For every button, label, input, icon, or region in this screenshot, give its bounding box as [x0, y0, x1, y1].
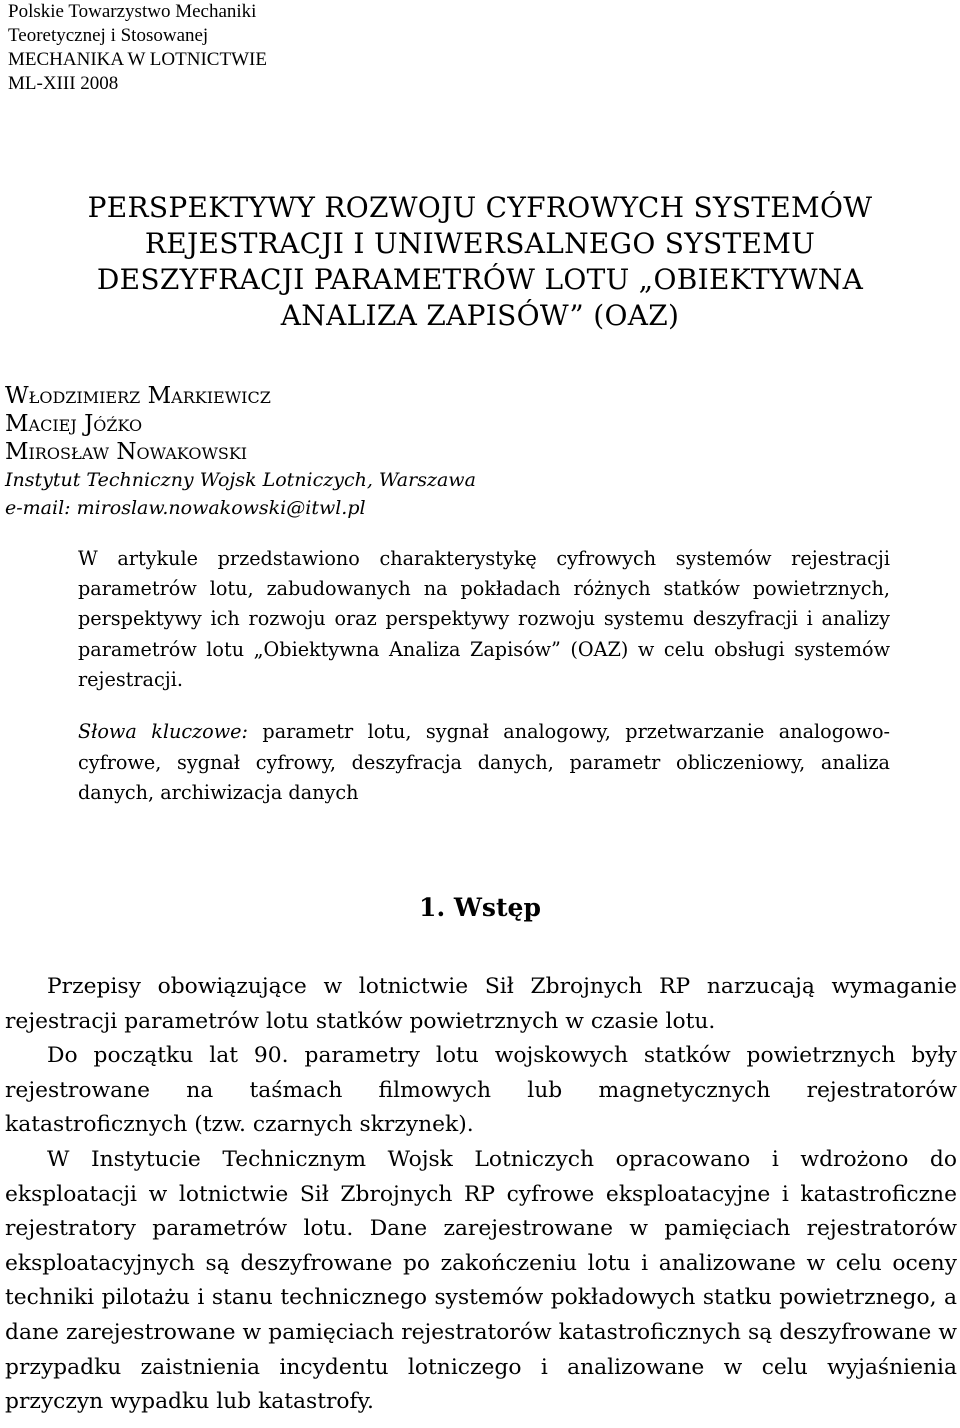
- title-line-3: DESZYFRACJI PARAMETRÓW LOTU „OBIEKTYWNA: [96, 263, 864, 296]
- body-text: [5, 970, 957, 1420]
- journal-header: [8, 0, 508, 96]
- header-line-society-2: Teoretycznej i Stosowanej: [8, 25, 209, 46]
- header-line-edition: ML-XIII 2008: [8, 73, 119, 94]
- author-email: e-mail: miroslaw.nowakowski@itwl.pl: [5, 497, 366, 519]
- paragraph: Przepisy obowiązujące w lotnictwie Sił Zbrojnych RP narzucają wymaganie rejestracji parametrów lotu statków powietrznych w czasie lotu.: [5, 974, 957, 1034]
- paragraph: W Instytucie Technicznym Wojsk Lotniczych opracowano i wdrożono do eksploatacji w lotnictwie Sił Zbrojnych RP cyfrowe eksploatacyjne i katastroficzne rejestratory parametrów lotu. Dane zarejestrowane w pamięciach rejestratorów eksploatacyjnych są deszyfrowane po zakończeniu lotu i analizowane w celu oceny techniki pilotażu i stanu technicznego systemów pokładowych statku powietrznego, a dane zarejestrowane w pamięciach rejestratorów katastroficznych są deszyfrowane w przypadku zaistnienia incydentu lotniczego i analizowane w celu wyjaśnienia przyczyn wypadku lub katastrofy.: [5, 1146, 957, 1415]
- keywords: [78, 717, 890, 809]
- title-line-4: ANALIZA ZAPISÓW” (OAZ): [280, 299, 680, 332]
- header-line-society: Polskie Towarzystwo Mechaniki: [8, 1, 257, 22]
- author-block: [5, 382, 905, 522]
- keywords-text: parametr lotu, sygnał analogowy, przetwarzanie analogowo-cyfrowe, sygnał cyfrowy, deszyfracja danych, parametr obliczeniowy, analiza danych, archiwizacja danych: [78, 720, 890, 805]
- header-line-conference: MECHANIKA W LOTNICTWIE: [8, 49, 267, 70]
- title-line-1: PERSPEKTYWY ROZWOJU CYFROWYCH SYSTEMÓW: [87, 191, 873, 224]
- title-line-2: REJESTRACJI I UNIWERSALNEGO SYSTEMU: [144, 227, 816, 260]
- keywords-label: Słowa kluczowe:: [78, 720, 248, 743]
- section-heading-introduction: 1. Wstęp: [419, 893, 541, 922]
- abstract: W artykule przedstawiono charakterystykę cyfrowych systemów rejestracji parametrów lotu, zabudowanych na pokładach różnych statków powietrznych, perspektywy ich rozwoju oraz perspektywy rozwoju systemu deszyfracji i analizy parametrów lotu „Obiektywna Analiza Zapisów” (OAZ) w celu obsługi systemów rejestracji.: [78, 547, 890, 691]
- author-name: Maciej Jóźko: [5, 411, 143, 437]
- author-name: Mirosław Nowakowski: [5, 439, 248, 465]
- paper-title: [0, 190, 960, 334]
- paragraph: Do początku lat 90. parametry lotu wojskowych statków powietrznych były rejestrowane na taśmach filmowych lub magnetycznych rejestratorów katastroficznych (tzw. czarnych skrzynek).: [5, 1043, 957, 1138]
- author-affiliation: Instytut Techniczny Wojsk Lotniczych, Warszawa: [5, 469, 476, 491]
- author-name: Włodzimierz Markiewicz: [5, 383, 271, 409]
